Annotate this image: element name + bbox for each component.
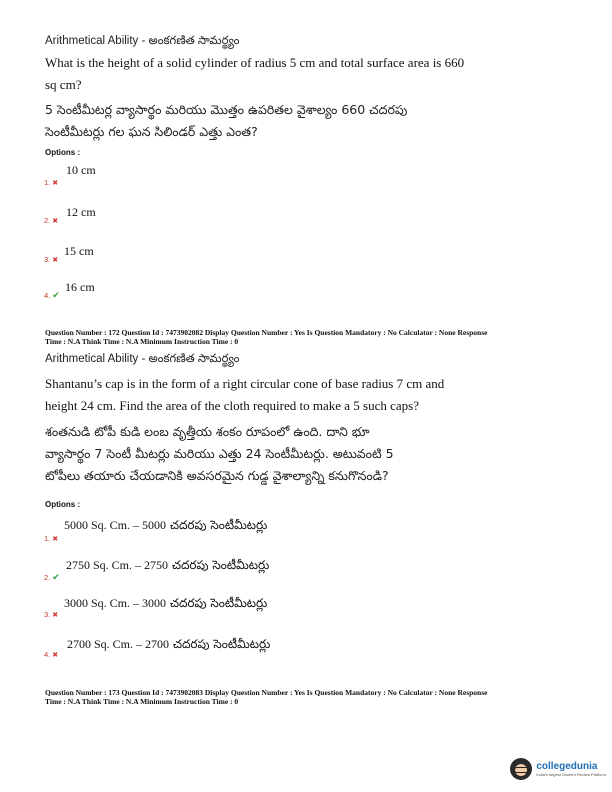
question-line: టోపీలు తయారు చేయడానికి అవసరమైన గుడ్డ వైశాల్యాన్ని కనుగొనండి?: [45, 468, 389, 483]
option-text[interactable]: 10 cm: [66, 163, 96, 177]
collegedunia-logo: [510, 758, 606, 780]
question-meta: [45, 688, 605, 706]
cross-icon: ✖: [52, 536, 59, 543]
check-icon: ✔: [52, 290, 60, 300]
question-text-en: [45, 52, 485, 96]
options-label: Options :: [45, 148, 81, 157]
options-label: Options :: [45, 500, 81, 509]
cross-icon: ✖: [52, 180, 59, 187]
question-line: What is the height of a solid cylinder of radius 5 cm and total surface area is 660: [45, 55, 465, 70]
check-icon: ✔: [52, 572, 60, 582]
option-number: 4. ✖: [44, 650, 59, 659]
section-heading: Arithmetical Ability - అంకగణిత సామర్థ్యం: [45, 353, 240, 365]
meta-line: Question Number : 173 Question Id : 7473902083 Display Question Number : Yes Is Question Mandatory : No Calculator : None Response: [45, 688, 488, 697]
cross-icon: ✖: [52, 652, 59, 659]
option-number: 1. ✖: [44, 534, 59, 543]
question-line: సెంటీమీటర్లు గల ఘన సిలిండర్ ఎత్తు ఎంత?: [45, 124, 258, 139]
cross-icon: ✖: [52, 257, 59, 264]
option-number: 2. ✖: [44, 216, 59, 225]
cross-icon: ✖: [52, 218, 59, 225]
option-text[interactable]: 2750 Sq. Cm. – 2750 చదరపు సెంటీమీటర్లు: [66, 558, 270, 572]
logo-text: [536, 761, 606, 777]
option-text[interactable]: 5000 Sq. Cm. – 5000 చదరపు సెంటీమీటర్లు: [64, 518, 268, 532]
logo-mascot-icon: [510, 758, 532, 780]
question-meta: [45, 328, 605, 346]
question-text-te: [45, 99, 485, 143]
option-number: 3. ✖: [44, 610, 59, 619]
question-line: height 24 cm. Find the area of the cloth required to make a 5 such caps?: [45, 398, 419, 413]
option-text[interactable]: 3000 Sq. Cm. – 3000 చదరపు సెంటీమీటర్లు: [64, 596, 268, 610]
option-text[interactable]: 15 cm: [64, 244, 94, 258]
cross-icon: ✖: [52, 612, 59, 619]
section-heading: Arithmetical Ability - అంకగణిత సామర్థ్యం: [45, 35, 240, 47]
option-number: 4. ✔: [44, 290, 60, 300]
question-line: వ్యాసార్థం 7 సెంటీ మీటర్లు మరియు ఎత్తు 24 సెంటీమీటర్లు. అటువంటి 5: [45, 446, 394, 461]
option-number: 1. ✖: [44, 178, 59, 187]
question-line: 5 సెంటీమీటర్ల వ్యాసార్థం మరియు మొత్తం ఉపరితల వైశాల్యం 660 చదరపు: [45, 102, 408, 117]
option-number: 2. ✔: [44, 572, 60, 582]
question-line: శంతనుడి టోపీ కుడి లంబ వృత్తీయ శంకం రూపంలో ఉంది. దాని భూ: [45, 424, 370, 439]
logo-name: collegedunia: [536, 761, 598, 772]
question-line: sq cm?: [45, 77, 82, 92]
meta-line: Question Number : 172 Question Id : 7473902082 Display Question Number : Yes Is Question Mandatory : No Calculator : None Response: [45, 328, 488, 337]
question-line: Shantanu’s cap is in the form of a right circular cone of base radius 7 cm and: [45, 376, 445, 391]
option-text[interactable]: 12 cm: [66, 205, 96, 219]
question-text-en: [45, 373, 485, 417]
option-text[interactable]: 2700 Sq. Cm. – 2700 చదరపు సెంటీమీటర్లు: [67, 637, 271, 651]
meta-line: Time : N.A Think Time : N.A Minimum Instruction Time : 0: [45, 337, 239, 346]
logo-tagline: India's largest Student Review Platform: [536, 772, 606, 777]
question-text-te: [45, 421, 485, 487]
option-number: 3. ✖: [44, 255, 59, 264]
meta-line: Time : N.A Think Time : N.A Minimum Instruction Time : 0: [45, 697, 239, 706]
option-text[interactable]: 16 cm: [65, 280, 95, 294]
